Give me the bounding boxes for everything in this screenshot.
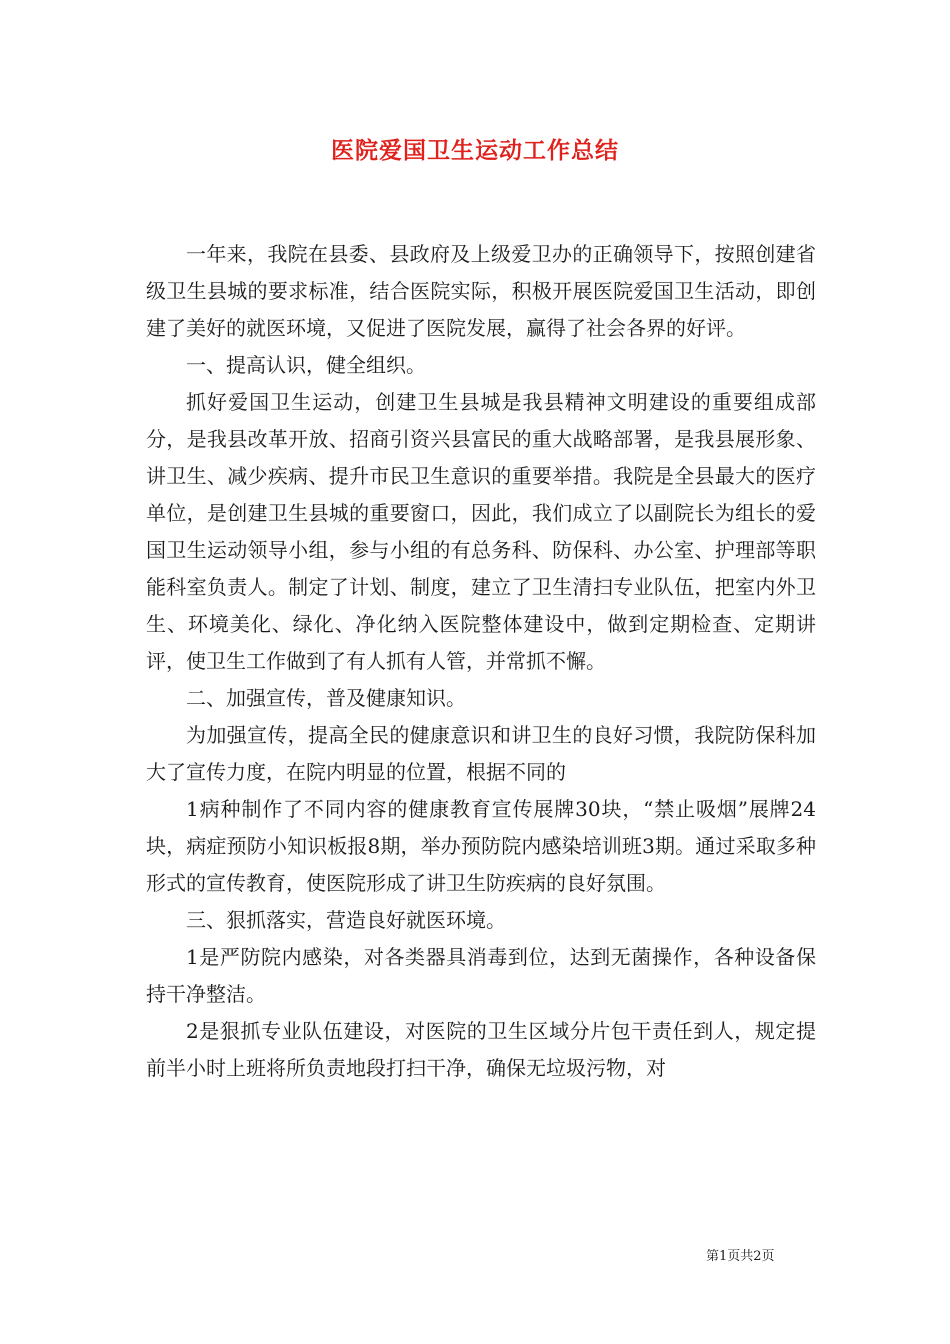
paragraph-intro: 一年来，我院在县委、县政府及上级爱卫办的正确领导下，按照创建省级卫生县城的要求标准，结合医院实际，积极开展医院爱国卫生活动，即创建了美好的就医环境，又促进了医院发展，赢得了社会各界的好评。 (146, 242, 816, 340)
section-heading-1: 一、提高认识，健全组织。 (186, 353, 426, 377)
document-title: 医院爱国卫生运动工作总结 (331, 137, 619, 164)
paragraph-section-2b: 1病种制作了不同内容的健康教育宣传展牌30块，“禁止吸烟”展牌24块，病症预防小知识板报8期，举办预防院内感染培训班3期。通过采取多种形式的宣传教育，使医院形成了讲卫生防疾病的良好氛围。 (146, 797, 816, 895)
paragraph-section-3a: 1是严防院内感染，对各类器具消毒到位，达到无菌操作，各种设备保持干净整洁。 (146, 945, 816, 1006)
section-heading-3: 三、狠抓落实，营造良好就医环境。 (186, 908, 506, 932)
page-number: 第1页共2页 (706, 1249, 775, 1264)
section-heading-2: 二、加强宣传，普及健康知识。 (186, 686, 466, 710)
paragraph-section-2a: 为加强宣传，提高全民的健康意识和讲卫生的良好习惯，我院防保科加大了宣传力度，在院内明显的位置，根据不同的 (146, 723, 816, 784)
paragraph-section-1: 抓好爱国卫生运动，创建卫生县城是我县精神文明建设的重要组成部分，是我县改革开放、招商引资兴县富民的重大战略部署，是我县展形象、讲卫生、减少疾病、提升市民卫生意识的重要举措。我院是全县最大的医疗单位，是创建卫生县城的重要窗口，因此，我们成立了以副院长为组长的爱国卫生运动领导小组，参与小组的有总务科、防保科、办公室、护理部等职能科室负责人。制定了计划、制度，建立了卫生清扫专业队伍，把室内外卫生、环境美化、绿化、净化纳入医院整体建设中，做到定期检查、定期讲评，使卫生工作做到了有人抓有人管，并常抓不懈。 (146, 390, 816, 673)
paragraph-section-3b: 2是狠抓专业队伍建设，对医院的卫生区域分片包干责任到人，规定提前半小时上班将所负责地段打扫干净，确保无垃圾污物，对 (146, 1019, 816, 1080)
document-body (146, 236, 816, 1087)
